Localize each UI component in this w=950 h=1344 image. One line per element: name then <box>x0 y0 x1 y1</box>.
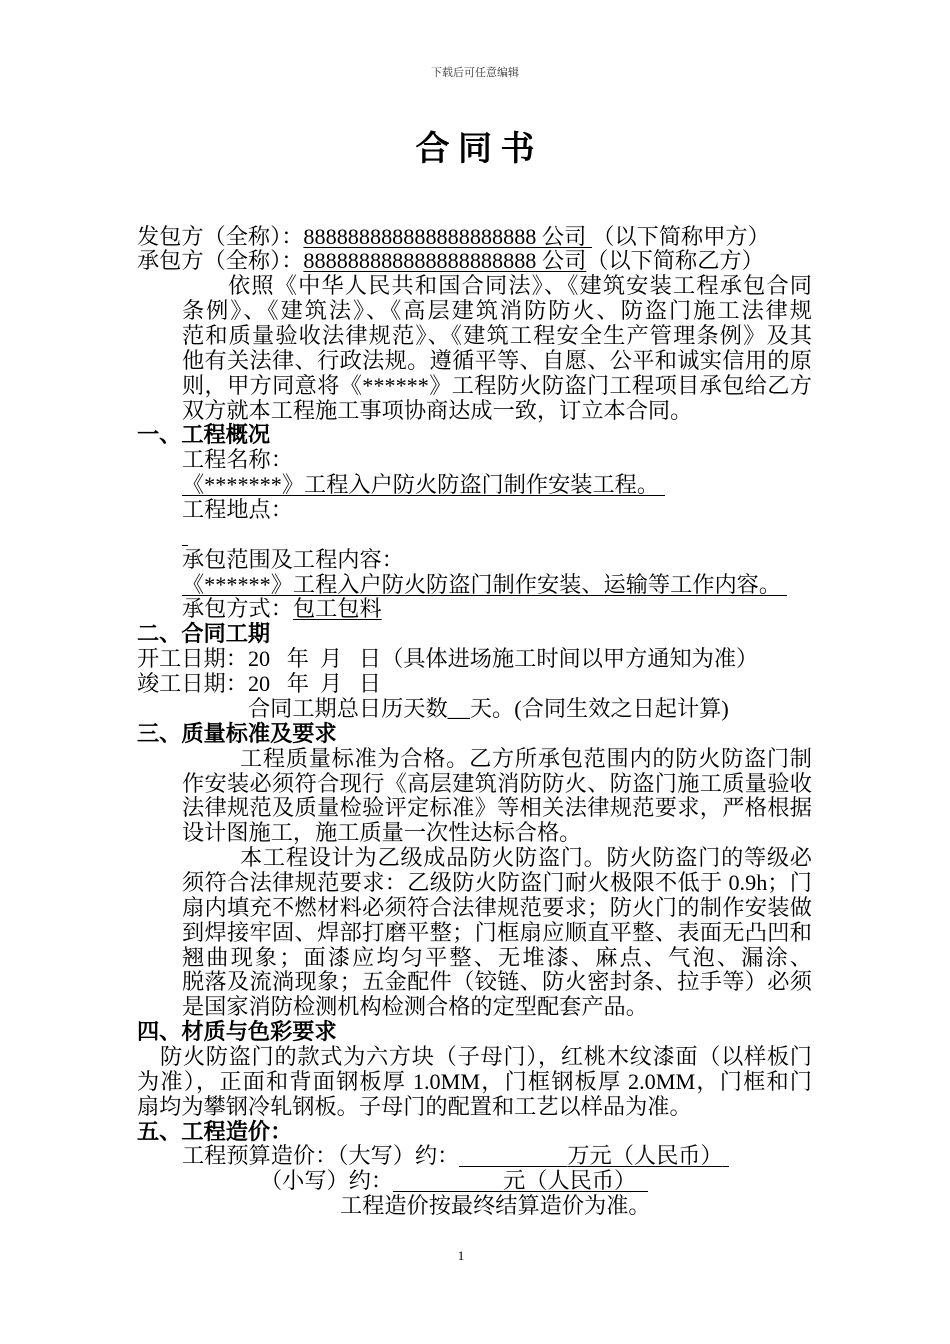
method-line <box>182 597 950 622</box>
preamble-line: 依照《中华人民共和国合同法》、《建筑安装工程承包合同 <box>228 273 812 299</box>
project-name-underline-tail <box>659 495 665 496</box>
scope-text: 《******》工程入户防火防盗门制作安装、运输等工作内容。 <box>182 571 782 597</box>
contractor-name: 888888888888888888888 公司 <box>303 248 587 274</box>
end-date-value: 20 年 月 日 <box>247 671 382 697</box>
quality-line: 脱落及流淌现象；五金配件（铰链、防火密封条、拉手等）必须 <box>182 969 812 995</box>
quality-line: 翘曲现象；面漆应均匀平整、无堆漆、麻点、气泡、漏涂、 <box>182 944 812 970</box>
budget-upper-underline-tail <box>723 1166 729 1167</box>
project-name: 《*******》工程入户防火防盗门制作安装工程。 <box>182 472 660 498</box>
preamble-line: 范和质量验收法律规范》、《建筑工程安全生产管理条例》及其 <box>182 323 812 349</box>
scope-line <box>182 573 950 598</box>
quality-line: 到焊接牢固、焊部打磨平整；门框扇应顺直平整、表面无凸凹和 <box>182 919 812 945</box>
cost-note: 工程造价按最终结算造价为准。 <box>340 1193 651 1219</box>
section-heading-cost: 五、工程造价： <box>137 1118 293 1144</box>
preamble-line: 条例》、《建筑法》、《高层建筑消防防火、防盗门施工法律规 <box>182 298 812 324</box>
start-date-note: （具体进场施工时间以甲方通知为准） <box>381 646 759 672</box>
start-date-value: 20 年 月 日 <box>247 646 382 672</box>
project-name-label: 工程名称： <box>182 447 293 473</box>
contractor-line <box>137 249 950 274</box>
material-line: 扇均为攀钢冷轧钢板。子母门的配置和工艺以样品为准。 <box>137 1093 692 1119</box>
preamble-line: 他有关法律、行政法规。遵循平等、自愿、公平和诚实信用的原 <box>182 347 812 373</box>
section-heading-quality: 三、质量标准及要求 <box>137 720 337 746</box>
contractor-alias: （以下简称乙方） <box>586 248 764 274</box>
page-title: 合 同 书 <box>415 131 535 168</box>
employer-label: 发包方（全称）： <box>137 223 304 249</box>
scope-label: 承包范围及工程内容： <box>182 546 404 572</box>
employer-name: 888888888888888888888 公司 <box>303 223 587 249</box>
budget-upper-line <box>182 1144 950 1169</box>
quality-line: 须符合法律规范要求：乙级防火防盗门耐火极限不低于 0.9h；门 <box>182 869 812 895</box>
quality-line: 设计图施工，施工质量一次性达标合格。 <box>182 820 582 846</box>
employer-alias: （以下简称甲方） <box>592 223 770 249</box>
section-heading-material: 四、材质与色彩要求 <box>137 1019 337 1045</box>
budget-lower-underline-tail <box>636 1191 648 1192</box>
budget-lower-label: （小写）约： <box>260 1168 394 1194</box>
method-label: 承包方式： <box>182 596 293 622</box>
employer-line <box>137 225 950 250</box>
project-name-line <box>182 473 950 498</box>
project-location-blank <box>182 545 188 546</box>
contractor-label: 承包方（全称）： <box>137 248 304 274</box>
quality-line: 是国家消防检测机构检测合格的定型配套产品。 <box>182 994 648 1020</box>
project-location-line <box>182 523 950 548</box>
header-note: 下载后可任意编辑 <box>431 67 519 79</box>
start-date-label: 开工日期： <box>137 646 248 672</box>
budget-upper-label: 工程预算造价：（大写）约： <box>182 1143 460 1169</box>
method-value: 包工包料 <box>292 596 382 622</box>
budget-lower-line <box>260 1169 950 1194</box>
material-line: 为准），正面和背面钢板厚 1.0MM，门框钢板厚 2.0MM，门框和门 <box>137 1068 812 1094</box>
section-heading-overview: 一、工程概况 <box>137 422 271 448</box>
quality-line: 本工程设计为乙级成品防火防盗门。防火防盗门的等级必 <box>240 845 812 871</box>
budget-upper-blank <box>459 1166 567 1167</box>
budget-lower-blank <box>393 1191 503 1192</box>
end-date-label: 竣工日期： <box>137 671 248 697</box>
page-number: 1 <box>457 1248 465 1263</box>
quality-line: 工程质量标准为合格。乙方所承包范围内的防火防盗门制 <box>240 745 812 771</box>
quality-line: 作安装必须符合现行《高层建筑消防防火、防盗门施工质量验收 <box>182 770 812 796</box>
duration-line: 合同工期总日历天数__天。(合同生效之日起计算) <box>248 695 729 721</box>
section-heading-schedule: 二、合同工期 <box>137 621 271 647</box>
end-date-line <box>137 672 950 697</box>
preamble-line: 则，甲方同意将《******》工程防火防盗门工程项目承包给乙方 <box>182 372 812 398</box>
project-location-label: 工程地点： <box>182 497 293 523</box>
start-date-line <box>137 647 950 672</box>
contract-body <box>0 225 950 1219</box>
quality-line: 法律规范及质量检验评定标准》等相关法律规范要求，严格根据 <box>182 795 812 821</box>
budget-lower-unit: 元（人民币） <box>503 1168 637 1194</box>
material-line: 防火防盗门的款式为六方块（子母门），红桃木纹漆面（以样板门 <box>160 1043 812 1069</box>
scope-underline-tail <box>781 595 787 596</box>
quality-line: 扇内填充不燃材料必须符合法律规范要求；防火门的制作安装做 <box>182 894 812 920</box>
budget-upper-unit: 万元（人民币） <box>567 1143 723 1169</box>
preamble-line: 双方就本工程施工事项协商达成一致，订立本合同。 <box>182 397 693 423</box>
